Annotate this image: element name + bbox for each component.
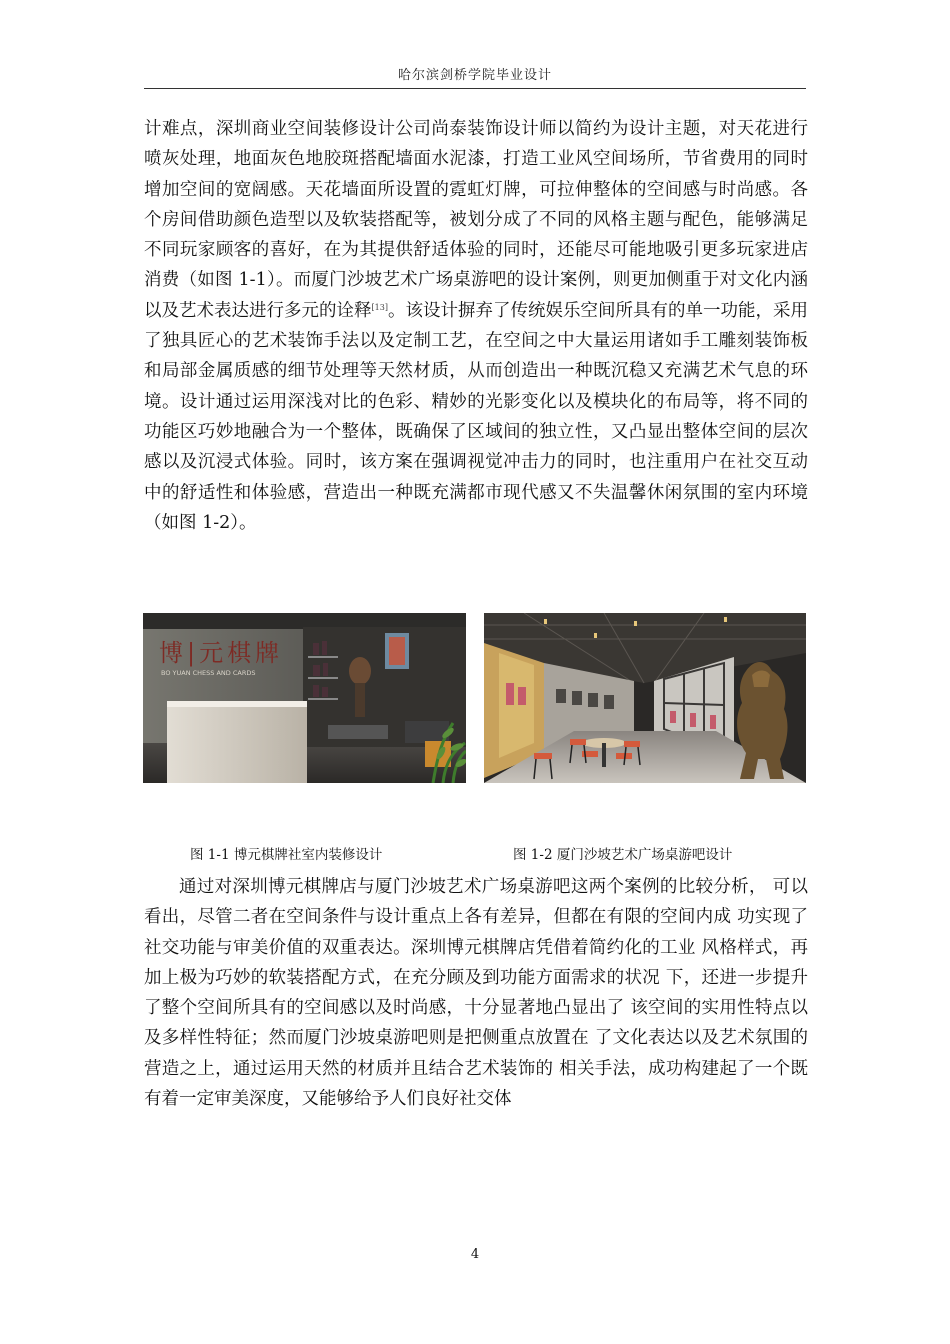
sign-subtext: BO YUAN CHESS AND CARDS	[161, 669, 256, 677]
running-header: 哈尔滨剑桥学院毕业设计	[397, 68, 552, 83]
chess-club-interior-illustration	[143, 613, 466, 783]
sign-text: 博|元棋牌	[159, 639, 284, 667]
figure-1-2-photo	[484, 613, 806, 783]
page-number: 4	[470, 1247, 480, 1262]
paragraph-text: 。该设计摒弃了传统娱乐空间所具有的单一功能，采用了独具匠心的艺术装饰手法以及定制工艺，在空间之中大量运用诸如手工雕刻装饰板和局部金属质感的细节处理等天然材质，从而创造出一种既沉稳又充满艺术气息的环境。设计通过运用深浅对比的色彩、精妙的光影变化以及模块化的布局等，将不同的功能区巧妙地融合为一个整体，既确保了区域间的独立性，又凸显出整体空间的层次感以及沉浸式体验。同时，该方案在强调视觉冲击力的同时，也注重用户在社交互动中的舒适性和体验感，营造出一种既充满都市现代感又不失温馨休闲氛围的室内环境（如图 1-2）。	[144, 300, 809, 533]
figure-1-1-caption: 图 1-1 博元棋牌社室内装修设计	[190, 847, 383, 863]
paragraph-text: 计难点，深圳商业空间装修设计公司尚泰装饰设计师以简约为设计主题，对天花进行喷灰处理，地面灰色地胶斑搭配墙面水泥漆，打造工业风空间场所，节省费用的同时增加空间的宽阔感。天花墙面所设置的霓虹灯牌，可拉伸整体的空间感与时尚感。各个房间借助颜色造型以及软装搭配等，被划分成了不同的风格主题与配色，能够满足不同玩家顾客的喜好，在为其提供舒适体验的同时，还能尽可能地吸引更多玩家进店消费（如图 1-1）。而厦门沙坡艺术广场桌游吧的设计案例，则更加侧重于对文化内涵以及艺术表达进行多元的诠释	[144, 119, 808, 321]
header-rule	[144, 88, 806, 89]
citation-mark: [13]	[371, 302, 388, 312]
board-game-bar-illustration	[484, 613, 806, 783]
figure-1-2-caption: 图 1-2 厦门沙坡艺术广场桌游吧设计	[513, 847, 733, 863]
body-paragraph-2: 通过对深圳博元棋牌店与厦门沙坡艺术广场桌游吧这两个案例的比较分析， 可以看出，尽管二者在空间条件与设计重点上各有差异，但都在有限的空间内成 功实现了社交功能与审美价值的双重表达。深圳博元棋牌店凭借着简约化的工业 风格样式，再加上极为巧妙的软装搭配方式，在充分顾及到功能方面需求的状况 下，还进一步提升了整个空间所具有的空间感以及时尚感，十分显著地凸显出了 该空间的实用性特点以及多样性特征；然而厦门沙坡桌游吧则是把侧重点放置在 了文化表达以及艺术氛围的营造之上，通过运用天然的材质并且结合艺术装饰的 相关手法，成功构建起了一个既有着一定审美深度，又能够给予人们良好社交体	[144, 877, 808, 1110]
body-paragraph-1	[144, 114, 808, 538]
figure-1-1-photo	[143, 613, 466, 783]
